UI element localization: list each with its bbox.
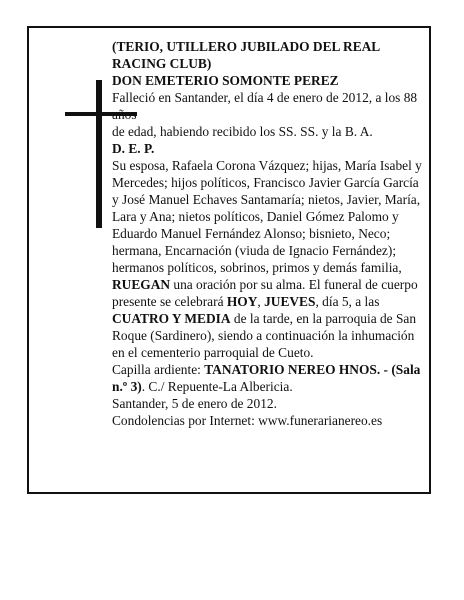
chapel-label: Capilla ardiente:: [112, 362, 205, 377]
condolences-line: Condolencias por Internet: www.funerarianereo.es: [112, 413, 383, 428]
request-text-3: , día 5, a las: [315, 294, 380, 309]
request-text-4: de la tarde, en la parroquia de San Roque (Sardinero), siendo a continuación la inhumación en el cementerio parroquial de Cueto.: [112, 311, 417, 360]
request-text-2: ,: [257, 294, 265, 309]
death-line: Falleció en Santander, el día 4 de enero de 2012, a los 88 años: [112, 90, 418, 122]
rip-line: D. E. P.: [112, 141, 155, 156]
header-note: (TERIO, UTILLERO JUBILADO DEL REAL RACING CLUB): [112, 39, 380, 71]
ruegan-word: RUEGAN: [112, 277, 171, 292]
deceased-name: DON EMETERIO SOMONTE PEREZ: [112, 73, 339, 88]
hour-words: CUATRO Y MEDIA: [112, 311, 231, 326]
obituary-text: [112, 38, 424, 429]
jueves-word: JUEVES: [264, 294, 316, 309]
sacraments-line: de edad, habiendo recibido los SS. SS. y la B. A.: [112, 124, 373, 139]
cross-vertical-bar: [96, 80, 102, 228]
request-paragraph: [112, 276, 424, 361]
chapel-address: . C./ Repuente-La Albericia.: [141, 379, 293, 394]
chapel-venue: TANATORIO NEREO HNOS. - (Sala n.º 3): [112, 362, 421, 394]
request-text-1: una oración por su alma. El funeral de cuerpo presente se celebrará: [112, 277, 418, 309]
hoy-word: HOY: [226, 294, 258, 309]
chapel-line: [112, 361, 424, 395]
date-line: Santander, 5 de enero de 2012.: [112, 396, 277, 411]
family-paragraph: Su esposa, Rafaela Corona Vázquez; hijas, María Isabel y Mercedes; hijos políticos, Francisco Javier García García y José Manuel Echaves Santamaría; nietos, Javier, María, Lara y Ana; nietos políticos, Daniel Gómez Palomo y Eduardo Manuel Fernández Alonso; bisnieto, Neco; hermana, Encarnación (viuda de Ignacio Fernández); hermanos políticos, sobrinos, primos y demás familia,: [112, 158, 422, 275]
